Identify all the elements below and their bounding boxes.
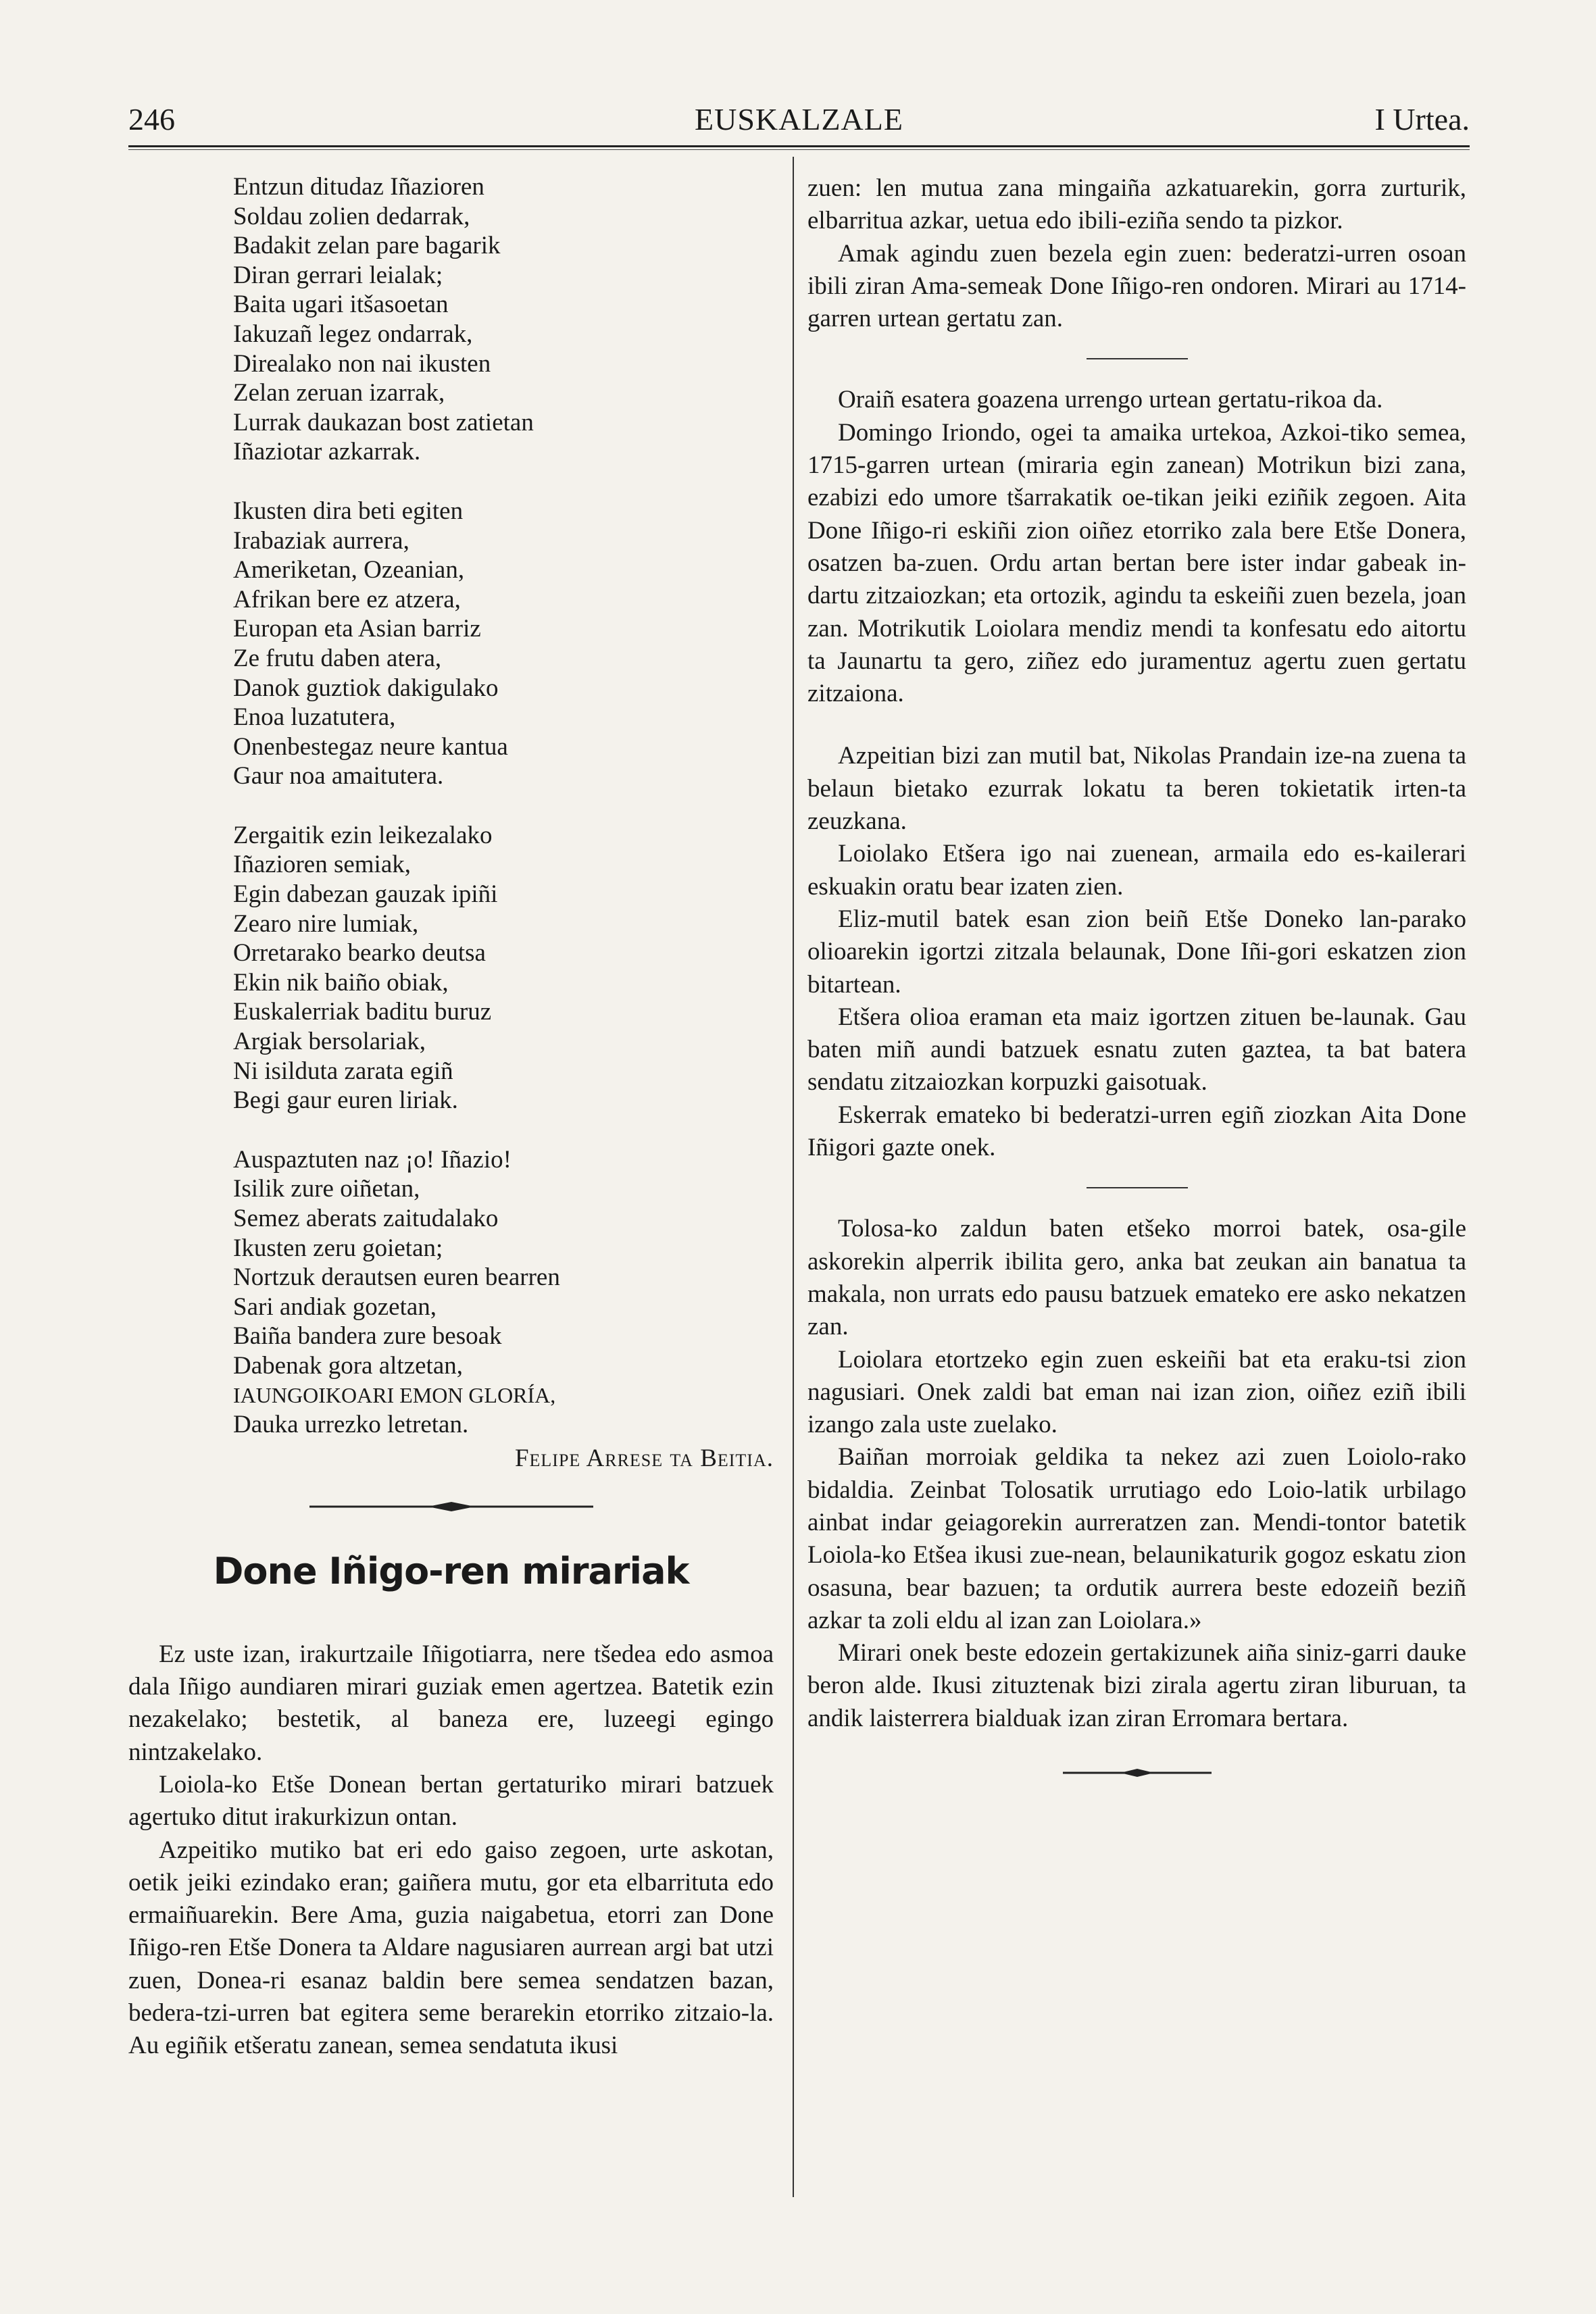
poem-signature: Felipe Arrese ta Beitia. (514, 1444, 774, 1472)
article-paragraph: Mirari onek beste edozein gertakizunek aiña siniz-garri dauke beron alde. Ikusi zituztenak bizi zirala agertu ziran liburuan, ta andik laisterrera bialduak izan ziran Erromara bertara. (807, 1639, 1466, 1732)
ornament-divider-icon (309, 1500, 593, 1513)
poem-line: Semez aberats zaitudalako (233, 1205, 499, 1232)
poem-stanza (233, 497, 774, 791)
article-paragraph: Eliz-mutil batek esan zion beiñ Etše Doneko lan-parako olioarekin igortzi zitzala belaunak, Done Iñi-gori eskatzen zion bitartean. (807, 905, 1466, 999)
article-body-left (128, 1638, 774, 2063)
poem-line: Baiña bandera zure besoak (233, 1322, 502, 1351)
article-paragraph: Amak agindu zuen bezela egin zuen: bederatzi-urren osoan ibili ziran Ama-semeak Done Iñigo-ren ondoren. Mirari au 1714-garren urtean gertatu zan. (807, 239, 1466, 333)
poem-line: Sari andiak gozetan, (233, 1292, 437, 1321)
poem-line: Badakit zelan pare bagarik (233, 232, 501, 260)
poem-line: Lurrak daukazan bost zatietan (233, 408, 534, 436)
article-body-right (807, 172, 1466, 1735)
article-paragraph: Loiolara etortzeko egin zuen eskeiñi bat eta eraku-tsi zion nagusiari. Onek zaldi bat eman nai izan zion, oiñez eziñ ibili izango zala uste zuelako. (807, 1345, 1466, 1439)
page-number: 246 (128, 102, 175, 136)
poem-line: Entzun ditudaz Iñazioren (233, 173, 484, 201)
poem-line: Iñazioren semiak, (233, 851, 411, 879)
poem-line: Iñaziotar azkarrak. (233, 438, 421, 466)
header-rule-thin (128, 149, 1470, 150)
article-paragraph: Tolosa-ko zaldun baten etšeko morroi batek, osa-gile askorekin alperrik ibilita gero, anka bat zeukan ain banatua ta makala, non urrats edo pausu batzuek emateko ere asko nekatzen zan. (807, 1215, 1466, 1341)
poem-line: Danok guztiok dakigulako (233, 674, 499, 702)
poem-line: Argiak bersolariak, (233, 1028, 426, 1056)
header-rule (128, 145, 1470, 147)
article-paragraph: Azpeitiko mutiko bat eri edo gaiso zegoen, urte askotan, oetik jeiki ezindako eran; gaiñera mutu, gor eta elbarrituta edo ermaiñuarekin. Bere Ama, guzia naigabetua, etorri zan Done Iñigo-ren Etše Donera ta Aldare nagusiaren aurrean argi bat utzi zuen, Donea-ri esanaz baldin bere semea sendatzen bazan, bedera-tzi-urren bat egitera seme berarekin etorriko zitzaio-la. Au egiñik etšeratu zanean, semea sendatuta ikusi (128, 1836, 774, 2060)
poem-stanza (233, 1145, 774, 1440)
article-paragraph: Etšera olioa eraman eta maiz igortzen zituen be-launak. Gau baten miñ aundi batzuek esnatu zuten gaztea, ta bat batera sendatu zitzaiozkan korpuzki gaisotuak. (807, 1003, 1466, 1097)
poem-line: Ikusten dira beti egiten (233, 497, 464, 525)
right-column (807, 172, 1466, 1780)
article-paragraph: Eskerrak emateko bi bederatzi-urren egiñ ziozkan Aita Done Iñigori gazte onek. (807, 1101, 1466, 1162)
poem-line: Ameriketan, Ozeanian, (233, 556, 465, 584)
poem-line: Irabaziak aurrera, (233, 526, 409, 555)
volume-label: I Urtea. (1374, 102, 1470, 136)
poem (233, 172, 774, 1440)
article-paragraph: Azpeitian bizi zan mutil bat, Nikolas Prandain ize-na zuena ta belaun bietako ezurrak lokatu ta beren tokietatik irten-ta zeuzkana. (807, 742, 1466, 836)
poem-stanza (233, 172, 774, 467)
article-paragraph: zuen: len mutua zana mingaiña azkatuarekin, gorra zurturik, elbarritua azkar, uetua edo ibili-eziña sendo ta pizkor. (807, 174, 1466, 235)
poem-line: Diran gerrari leialak; (233, 261, 443, 289)
poem-line: Afrikan bere ez atzera, (233, 585, 461, 613)
article-title: Done Iñigo-ren mirariak (213, 1549, 689, 1592)
poem-line: Ekin nik baiño obiak, (233, 968, 449, 997)
poem-line: Zelan zeruan izarrak, (233, 379, 445, 407)
poem-line: Euskalerriak baditu buruz (233, 998, 492, 1026)
poem-line: Onenbestegaz neure kantua (233, 732, 508, 761)
article-paragraph: Baiñan morroiak geldika ta nekez azi zuen Loiolo-rako bidaldia. Zeinbat Tolosatik urrutiago edo Loio-latik urbilago ainbat indar geiagorekin aurreratzen zan. Mendi-tontor batetik Loiola-ko Etšea ikusi zue-nean, belaunikaturik gogoz eskatu zion osasuna, bear bazuen; ta ordutik aurrera beste edozeiñ beziñ azkar ta zoli eldu al izan zan Loiolara.» (807, 1443, 1466, 1634)
poem-line: Gaur noa amaitutera. (233, 762, 444, 790)
poem-stanza (233, 821, 774, 1115)
article-paragraph: Domingo Iriondo, ogei ta amaika urtekoa, Azkoi-tiko semea, 1715-garren urtean (miraria egin zanean) Motrikun bizi zana, ezabizi edo umore tšarrakatik oe-tikan jeiki eziñik zegoen. Aita Done Iñigo-ri eskiñi zion oiñez etorriko zala bere Etše Donera, osatzen ba-zuen. Ordu artan bertan bere ister indar gabeak in-dartu zitzaiozkan; eta ortozik, agindu ta eskeiñi zuen bezela, joan zan. Motrikutik Loiolara mendiz mendi ta konfesatu edo aitortu ta Jaunartu ta gero, ziñez edo juramentuz agertu zuen gertatu zitzaiona. (807, 418, 1466, 708)
poem-line: Ni isilduta zarata egiñ (233, 1057, 453, 1085)
left-column (128, 172, 774, 2063)
poem-line: Ikusten zeru goietan; (233, 1234, 443, 1262)
column-divider (793, 157, 794, 2197)
poem-line: Europan eta Asian barriz (233, 615, 481, 643)
poem-line: Orretarako bearko deutsa (233, 939, 486, 967)
article-paragraph: Loiolako Etšera igo nai zuenean, armaila edo es-kailerari eskuakin oratu bear izaten zien. (807, 840, 1466, 901)
section-divider (1087, 1187, 1188, 1188)
section-divider (1087, 358, 1188, 359)
end-ornament-icon (1063, 1766, 1212, 1780)
poem-line: Auspaztuten naz ¡o! Iñazio! (233, 1145, 512, 1174)
poem-line: Begi gaur euren liriak. (233, 1086, 458, 1115)
page-header (128, 101, 1470, 142)
poem-line: Egin dabezan gauzak ipiñi (233, 880, 498, 909)
poem-line: Direalako non nai ikusten (233, 349, 491, 378)
article-paragraph: Loiola-ko Etše Donean bertan gertaturiko mirari batzuek agertuko ditut irakurkizun ontan. (128, 1770, 774, 1832)
article-paragraph: Ez uste izan, irakurtzaile Iñigotiarra, nere tšedea edo asmoa dala Iñigo aundiaren mirari guziak emen agertzea. Batetik ezin nezakelako; bestetik, al baneza ere, luzeegi egingo nintzakelako. (128, 1640, 774, 1766)
poem-line: Baita ugari itšasoetan (233, 291, 449, 319)
poem-line: Dabenak gora altzetan, (233, 1351, 464, 1380)
poem-line: Soldau zolien dedarrak, (233, 202, 470, 230)
poem-line: Enoa luzatutera, (233, 703, 396, 732)
poem-line: Iakuzañ legez ondarrak, (233, 320, 473, 348)
poem-line: Ze frutu daben atera, (233, 644, 442, 672)
journal-title: EUSKALZALE (695, 102, 903, 136)
poem-line: Nortzuk derautsen euren bearren (233, 1263, 560, 1292)
poem-line: Zearo nire lumiak, (233, 909, 419, 938)
article-paragraph: Oraiñ esatera goazena urrengo urtean gertatu-rikoa da. (838, 386, 1383, 414)
poem-line: Isilik zure oiñetan, (233, 1175, 420, 1203)
poem-line: IAUNGOIKOARI EMON GLORÍA, (233, 1382, 556, 1407)
poem-line: Dauka urrezko letretan. (233, 1411, 469, 1439)
poem-line: Zergaitik ezin leikezalako (233, 821, 493, 849)
